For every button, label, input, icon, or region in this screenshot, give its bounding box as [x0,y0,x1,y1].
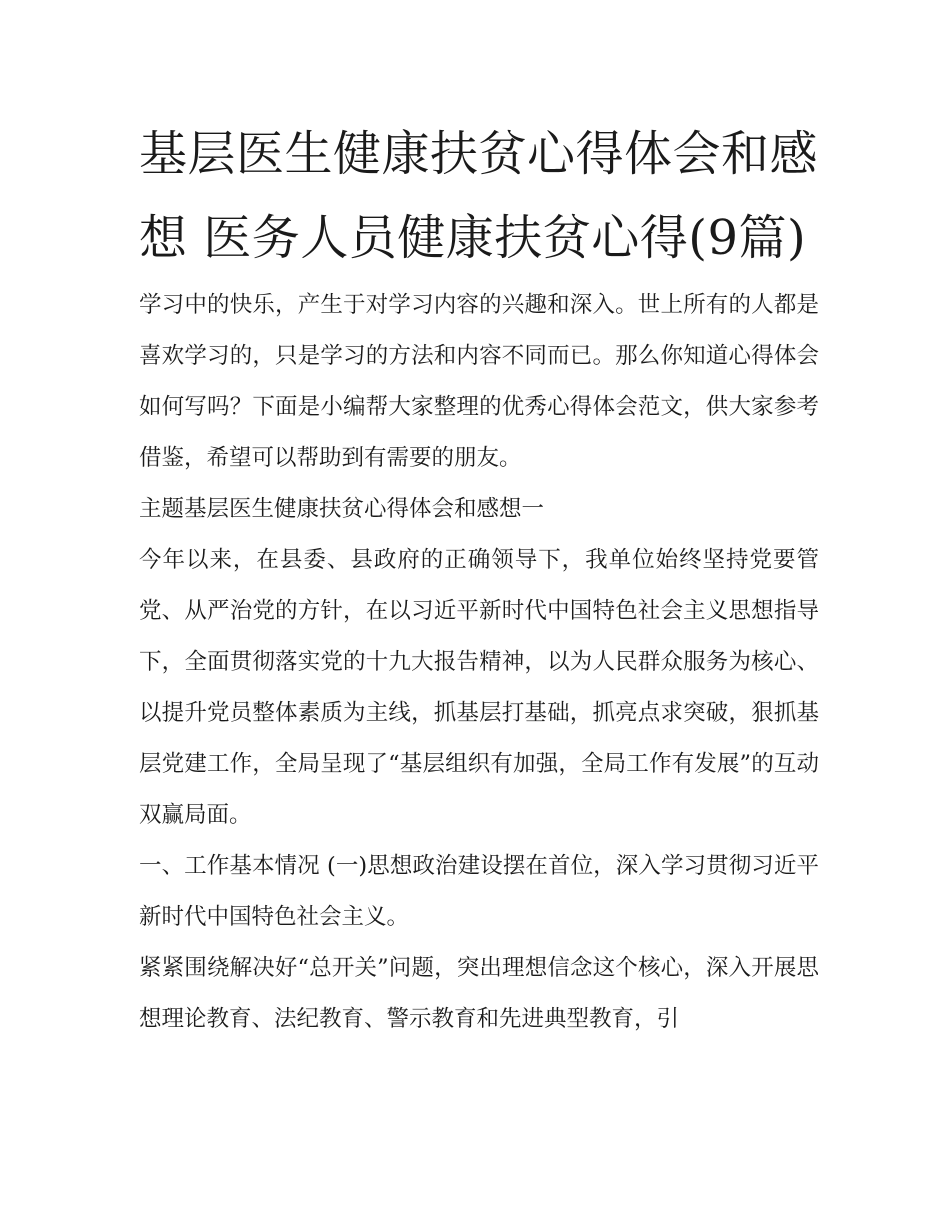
body-paragraph-1: 今年以来，在县委、县政府的正确领导下，我单位始终坚持党要管党、从严治党的方针，在以习近平新时代中国特色社会主义思想指导下，全面贯彻落实党的十九大报告精神，以为人民群众服务为核心、以提升党员整体素质为主线，抓基层打基础，抓亮点求突破，狠抓基层党建工作，全局呈现了“基层组织有加强，全局工作有发展”的互动双赢局面。 [139,547,819,828]
document-title: 基层医生健康扶贫心得体会和感想 医务人员健康扶贫心得(9篇) [139,126,819,266]
section-heading: 主题基层医生健康扶贫心得体会和感想一 [139,496,545,522]
intro-paragraph: 学习中的快乐，产生于对学习内容的兴趣和深入。世上所有的人都是喜欢学习的，只是学习的方法和内容不同而已。那么你知道心得体会如何写吗？下面是小编帮大家整理的优秀心得体会范文，供大家参考借鉴，希望可以帮助到有需要的朋友。 [139,292,819,471]
body-paragraph-3: 紧紧围绕解决好“总开关”问题，突出理想信念这个核心，深入开展思想理论教育、法纪教育、警示教育和先进典型教育，引 [139,955,819,1032]
body-paragraph-2: 一、工作基本情况 (一)思想政治建设摆在首位，深入学习贯彻习近平新时代中国特色社会主义。 [139,853,819,930]
document-page [139,112,819,1045]
